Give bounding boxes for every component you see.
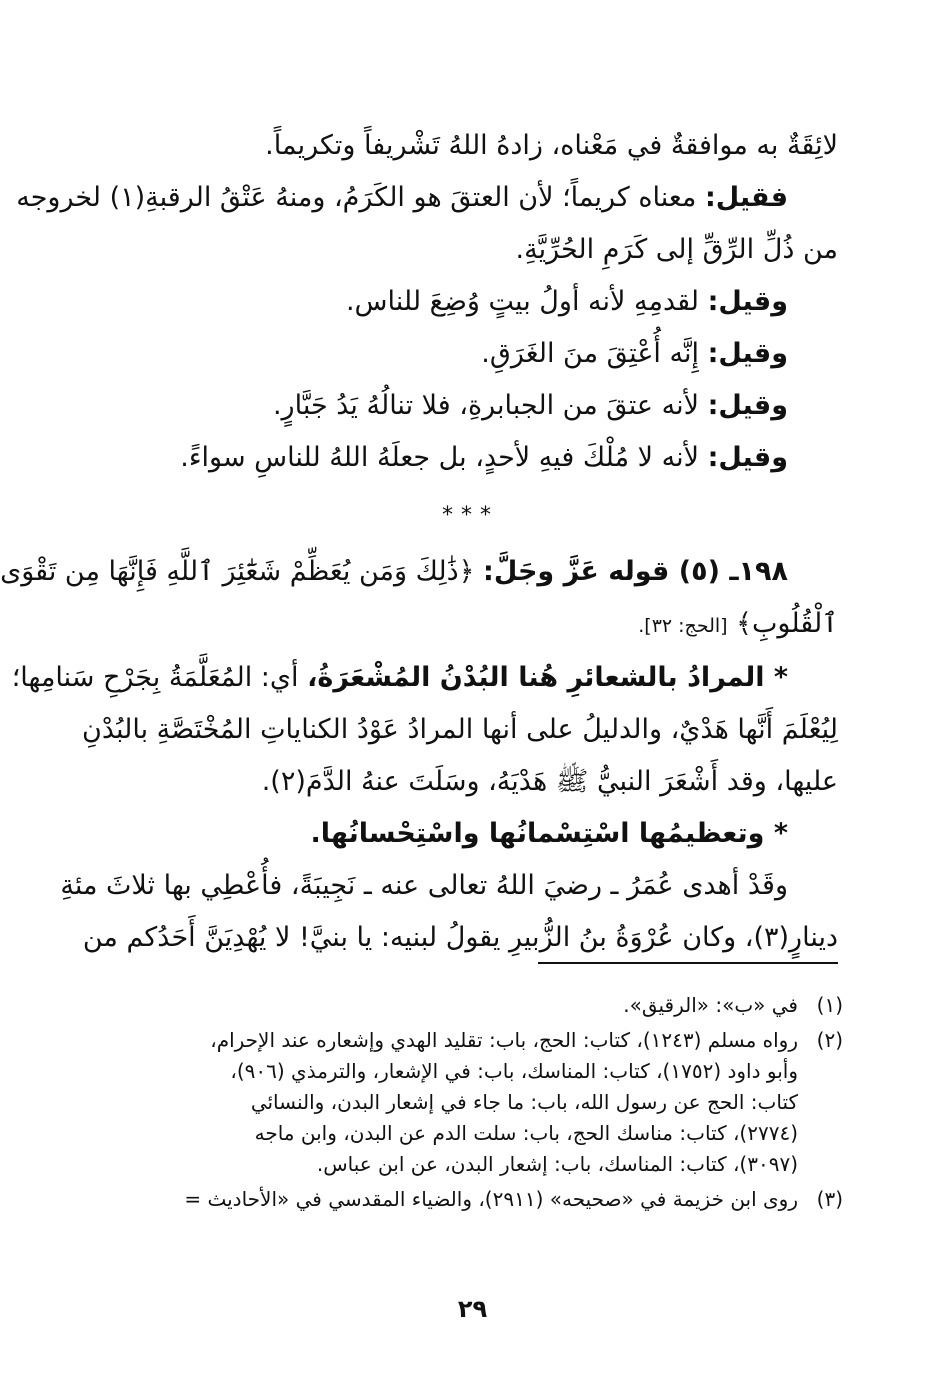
footnote-line: كتاب: الحج عن رسول الله، باب: ما جاء في إشعار البدن، والنسائي xyxy=(250,1090,798,1114)
footnote-number: (٣) xyxy=(816,1187,843,1211)
footnote-line: رواه مسلم (١٢٤٣)، كتاب: الحج، باب: تقليد الهدي وإشعاره عند الإحرام، xyxy=(210,1028,798,1052)
paragraph-text: معناه كريماً؛ لأن العتقَ هو الكَرَمُ، ومنهُ عَتْقُ الرقبةِ(١) لخروجه xyxy=(16,182,697,213)
footnote-body xyxy=(103,1184,798,1215)
paragraph-wa-qila-3 xyxy=(103,380,838,432)
paragraph-text: إِنَّه أُعْتِقَ منَ الغَرَقِ. xyxy=(481,338,700,369)
footnote-body xyxy=(103,990,798,1021)
paragraph-label: وقيل: xyxy=(707,338,788,369)
footnote-number: (٢) xyxy=(816,1028,843,1052)
paragraph-label: فقيل: xyxy=(704,182,788,213)
quran-verse-end: ٱلْقُلُوبِ﴾ xyxy=(736,608,838,639)
book-page xyxy=(2,0,943,1381)
footnote-line: (٢٧٧٤)، كتاب: مناسك الحج، باب: سلت الدم عن البدن، وابن ماجه xyxy=(254,1121,798,1145)
section-198-paragraph-1-line-3: عليها، وقد أَشْعَرَ النبيُّ ﷺ هَدْيَهُ، وسَلَتَ عنهُ الدَّمَ(٢). xyxy=(261,766,838,797)
section-198-heading xyxy=(0,546,838,598)
paragraph-wa-qila-2 xyxy=(103,328,838,380)
bold-lead: * المرادُ بالشعائرِ هُنا البُدْنُ المُشْعَرَةُ، xyxy=(307,662,788,693)
paragraph-wa-qila-1 xyxy=(103,276,838,328)
paragraph-label: وقيل: xyxy=(707,286,788,317)
quran-verse: ﴿ذَٰلِكَ وَمَن يُعَظِّمْ شَعَٰٓئِرَ ٱللَّهِ فَإِنَّهَا مِن تَقْوَى xyxy=(0,556,475,587)
footnote-1 xyxy=(103,990,843,1021)
section-198-verse-end xyxy=(103,598,838,652)
paragraph-text: لأنه لا مُلْكَ فيهِ لأحدٍ، بل جعلَهُ اللهُ للناسِ سواءً. xyxy=(180,442,700,473)
paragraph-label: وقيل: xyxy=(707,390,788,421)
paragraph-text: لأنه عتقَ من الجبابرةِ، فلا تنالُهُ يَدُ جَبَّارٍ. xyxy=(272,390,700,421)
paragraph-wa-qila-4 xyxy=(103,432,838,484)
footnotes xyxy=(103,990,843,1219)
paragraph-text: أي: المُعَلَّمَةُ بِجَرْحِ سَنامِها؛ xyxy=(11,662,299,693)
text-line-1: لائِقَةٌ به موافقةٌ في مَعْناه، زادهُ اللهُ تَشْريفاً وتكريماً. xyxy=(265,130,838,161)
section-198-paragraph-3-line-2: دينارٍ(٣)، وكان عُرْوَةُ بنُ الزُّبيرِ يقولُ لبنيه: يا بنيَّ! لا يُهْدِيَنَّ أَحَدُكم من xyxy=(82,922,838,953)
footnote-line: روى ابن خزيمة في «صحيحه» (٢٩١١)، والضياء المقدسي في «الأحاديث = xyxy=(184,1187,798,1211)
paragraph-text: لقدمِهِ لأنه أولُ بيتٍ وُضِعَ للناس. xyxy=(345,286,700,317)
footnote-3 xyxy=(103,1184,843,1215)
paragraph-fa-qila-line-1 xyxy=(16,172,838,224)
section-separator: *** xyxy=(442,503,499,528)
footnote-number: (١) xyxy=(816,993,843,1017)
section-198-paragraph-2: * وتعظيمُها اسْتِسْمانُها واسْتِحْسانُها. xyxy=(310,818,788,849)
section-198-paragraph-1-line-1 xyxy=(11,652,838,704)
footnote-body xyxy=(103,1025,798,1180)
section-number: ١٩٨ـ (٥) قوله عَزَّ وجَلَّ: xyxy=(483,556,788,587)
paragraph-label: وقيل: xyxy=(707,442,788,473)
footnote-2 xyxy=(103,1025,843,1180)
section-198-paragraph-1-line-2: لِيُعْلَمَ أَنَّها هَدْيٌ، والدليلُ على أنها المرادُ عَوْدُ الكناياتِ المُخْتَصَّةِ بالبُدْنِ xyxy=(81,714,838,745)
footnote-line: في «ب»: «الرقيق». xyxy=(623,993,798,1017)
page-number: ٢٩ xyxy=(457,1295,488,1323)
section-198-paragraph-3-line-1: وقَدْ أهدى عُمَرُ ـ رضيَ اللهُ تعالى عنه ـ نَجِيبَةً، فأُعْطِي بها ثلاثَ مئةِ xyxy=(60,870,788,901)
footnote-line: (٣٠٩٧)، كتاب: المناسك، باب: إشعار البدن، عن ابن عباس. xyxy=(316,1152,798,1176)
footnote-divider xyxy=(538,962,838,964)
main-text xyxy=(0,120,838,964)
footnote-line: وأبو داود (١٧٥٢)، كتاب: المناسك، باب: في الإشعار، والترمذي (٩٠٦)، xyxy=(230,1059,798,1083)
paragraph-fa-qila-line-2: من ذُلِّ الرِّقِّ إلى كَرَمِ الحُرِّيَّةِ. xyxy=(515,234,838,265)
verse-reference: [الحج: ٣٢]. xyxy=(638,615,728,637)
